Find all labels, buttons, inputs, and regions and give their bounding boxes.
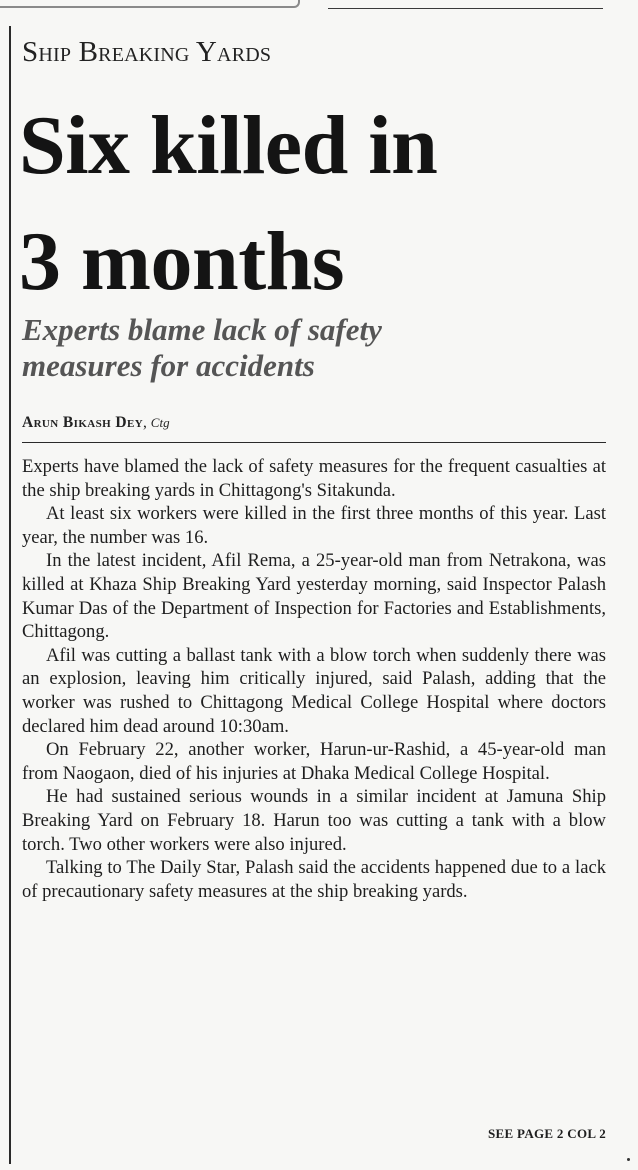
body-paragraph: At least six workers were killed in the first three months of this year. Last year, the number was 16.	[22, 503, 606, 548]
continued-on-label: SEE PAGE 2 COL 2	[488, 1126, 606, 1141]
body-paragraph: Experts have blamed the lack of safety measures for the frequent casualties at the ship breaking yards in Chittagong's Sitakunda.	[22, 456, 606, 501]
body-paragraph: On February 22, another worker, Harun-ur-Rashid, a 45-year-old man from Naogaon, died of his injuries at Dhaka Medical College Hospital.	[22, 739, 606, 784]
byline-divider	[22, 442, 606, 443]
byline-author: Arun Bikash Dey	[22, 414, 144, 431]
headline-line-1: Six killed in	[19, 99, 438, 192]
headline-line-2: 3 months	[19, 215, 345, 308]
speck-mark	[627, 1158, 630, 1161]
byline	[22, 412, 606, 434]
body-paragraph: He had sustained serious wounds in a similar incident at Jamuna Ship Breaking Yard on February 18. Harun too was cutting a tank with a blow torch. Two other workers were also injured.	[22, 786, 606, 855]
subheadline-line-1: Experts blame lack of safety	[22, 312, 382, 347]
column-rule	[9, 26, 11, 1164]
news-article	[19, 0, 606, 1170]
subheadline-line-2: measures for accidents	[22, 348, 315, 383]
article-body	[22, 455, 606, 903]
headline	[19, 88, 609, 320]
body-paragraph: Talking to The Daily Star, Palash said the accidents happened due to a lack of precautionary safety measures at the ship breaking yards.	[22, 857, 606, 902]
kicker: Ship Breaking Yards	[22, 36, 272, 68]
body-paragraph: Afil was cutting a ballast tank with a blow torch when suddenly there was an explosion, leaving him critically injured, said Palash, adding that the worker was rushed to Chittagong Medical College Hospital where doctors declared him dead around 10:30am.	[22, 644, 606, 737]
byline-separator: ,	[143, 414, 151, 431]
body-paragraph: In the latest incident, Afil Rema, a 25-year-old man from Netrakona, was killed at Khaza Ship Breaking Yard yesterday morning, said Inspector Palash Kumar Das of the Department of Inspection for Factories and Establishments, Chittagong.	[22, 550, 606, 643]
subheadline	[22, 312, 606, 384]
byline-location: Ctg	[150, 415, 170, 430]
